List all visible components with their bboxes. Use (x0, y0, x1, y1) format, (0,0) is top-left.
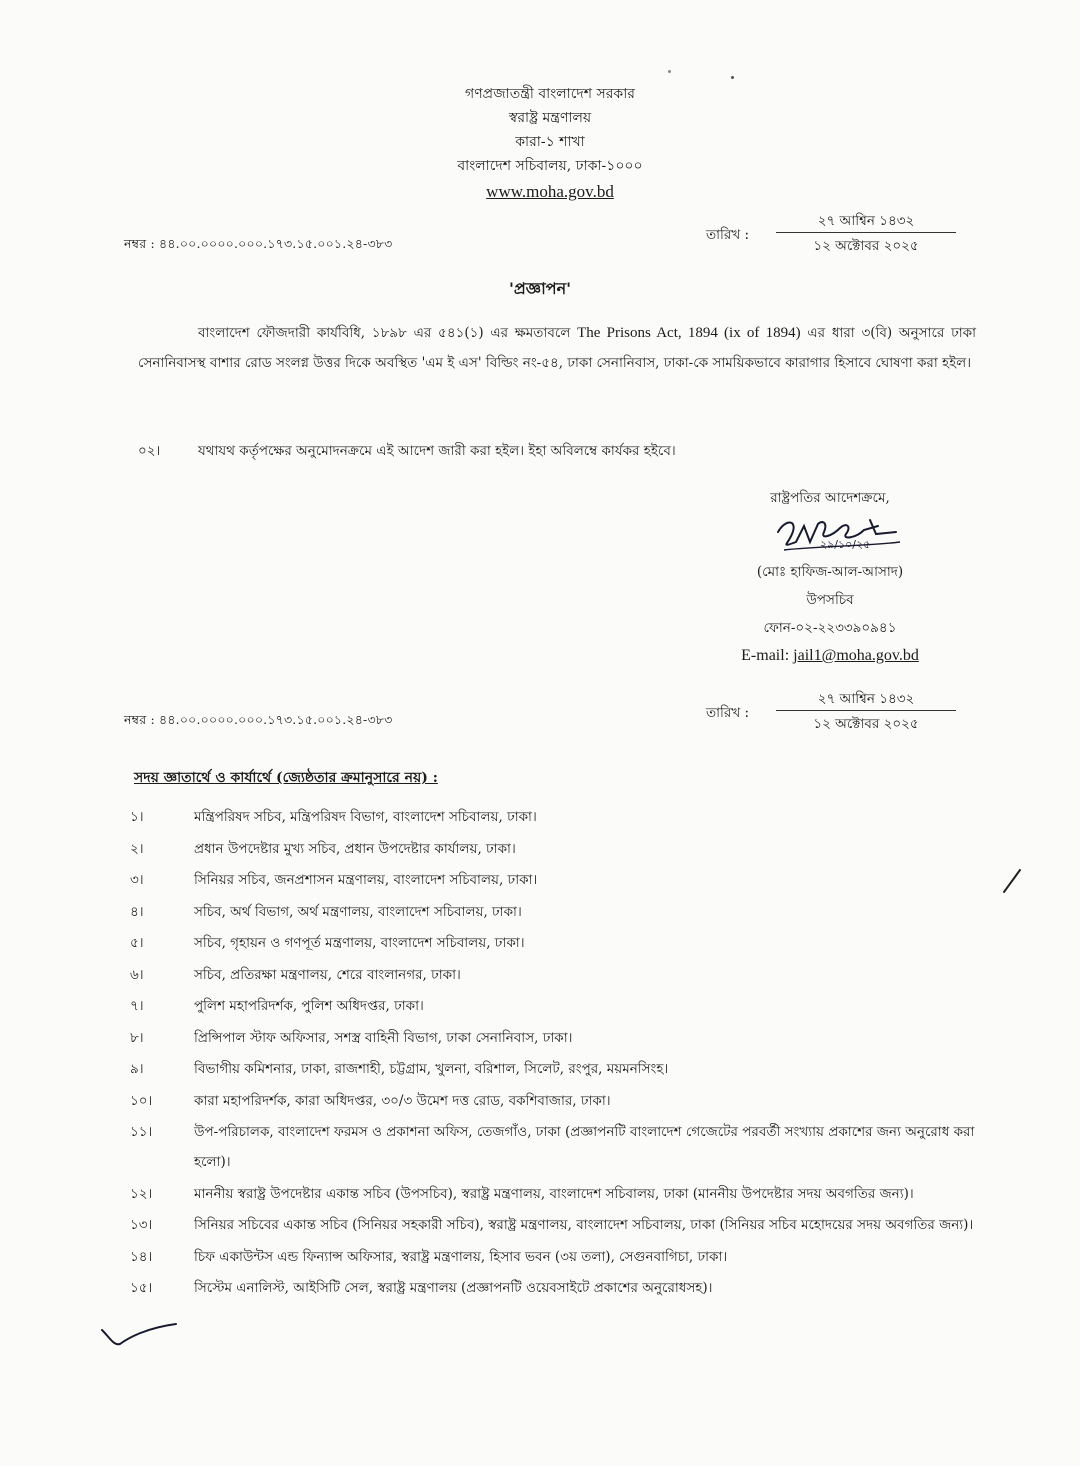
scan-speck (731, 76, 734, 79)
distribution-item (124, 991, 976, 1021)
tick-mark (98, 1316, 188, 1350)
item-text: সচিব, অর্থ বিভাগ, অর্থ মন্ত্রণালয়, বাংলাদেশ সচিবালয়, ঢাকা। (194, 903, 522, 920)
item-number: ৯। (130, 1061, 144, 1077)
item-text: পুলিশ মহাপরিদর্শক, পুলিশ অধিদপ্তর, ঢাকা। (194, 998, 424, 1014)
document-title: 'প্রজ্ঞাপন' (508, 279, 572, 298)
date-label: তারিখ : (706, 705, 750, 721)
ministry-name: স্বরাষ্ট্র মন্ত্রণালয় (508, 110, 592, 126)
distribution-item (124, 1117, 976, 1177)
distribution-item (124, 1054, 976, 1084)
date-gregorian: ১২ অক্টোবর ২০২৫ (813, 238, 919, 254)
distribution-item (124, 897, 976, 927)
clause-text: যথাযথ কর্তৃপক্ষের অনুমোদনক্রমে এই আদেশ জারী করা হইল। ইহা অবিলম্বে কার্যকর হইবে। (198, 443, 676, 459)
by-order-text: রাষ্ট্রপতির আদেশক্রমে, (770, 490, 890, 506)
notification-paragraph (138, 318, 976, 378)
item-number: ১১। (130, 1124, 153, 1140)
signature-scribble (700, 512, 960, 558)
item-number: ১০। (130, 1092, 153, 1109)
item-number: ১৩। (130, 1217, 153, 1233)
branch-name: কারা-১ শাখা (515, 134, 585, 150)
distribution-item (124, 960, 976, 990)
item-number: ৫। (130, 935, 144, 951)
distribution-item (124, 1023, 976, 1053)
memo-date-bottom (706, 688, 966, 738)
item-text: মাননীয় স্বরাষ্ট্র উপদেষ্টার একান্ত সচিব (উপসচিব), স্বরাষ্ট্র মন্ত্রণালয়, বাংলাদেশ সচিবালয়, ঢাকা (মাননীয় উপদেষ্টার সদয় অবগতির জন্য)। (194, 1185, 914, 1202)
item-number: ২। (130, 840, 144, 857)
distribution-item (124, 1086, 976, 1116)
date-gregorian: ১২ অক্টোবর ২০২৫ (813, 716, 919, 732)
date-label: তারিখ : (706, 227, 750, 243)
item-text: বিভাগীয় কমিশনার, ঢাকা, রাজশাহী, চট্টগ্রাম, খুলনা, বরিশাল, সিলেট, রংপুর, ময়মনসিংহ। (194, 1061, 669, 1077)
government-name: গণপ্রজাতন্ত্রী বাংলাদেশ সরকার (465, 86, 635, 102)
memo-number-top: নম্বর : ৪৪.০০.০০০০.০০০.১৭৩.১৫.০০১.২৪-৩৮৩ (124, 236, 393, 251)
item-number: ১। (130, 809, 144, 825)
item-text: প্রধান উপদেষ্টার মুখ্য সচিব, প্রধান উপদেষ্টার কার্যালয়, ঢাকা। (194, 840, 516, 857)
distribution-heading: সদয় জ্ঞাতার্থে ও কার্যার্থে (জ্যেষ্ঠতার ক্রমানুসারে নয়) : (134, 770, 438, 786)
item-number: ৬। (130, 966, 144, 983)
item-number: ১৫। (130, 1280, 153, 1296)
item-number: ৮। (130, 1029, 144, 1046)
item-text: সিনিয়র সচিব, জনপ্রশাসন মন্ত্রণালয়, বাংলাদেশ সচিবালয়, ঢাকা। (194, 872, 538, 888)
distribution-item (124, 928, 976, 958)
item-text: সচিব, প্রতিরক্ষা মন্ত্রণালয়, শেরে বাংলানগর, ঢাকা। (194, 966, 461, 983)
email-link[interactable]: jail1@moha.gov.bd (793, 647, 919, 664)
item-text: উপ-পরিচালক, বাংলাদেশ ফরমস ও প্রকাশনা অফিস, তেজগাঁও, ঢাকা (প্রজ্ঞাপনটি বাংলাদেশ গেজেটের পরবর্তী সংখ্যায় প্রকাশের জন্য অনুরোধ করা হলো)। (194, 1124, 975, 1170)
item-number: ৭। (130, 998, 144, 1014)
scan-speck (668, 70, 671, 73)
item-text: সচিব, গৃহায়ন ও গণপূর্ত মন্ত্রণালয়, বাংলাদেশ সচিবালয়, ঢাকা। (194, 935, 525, 951)
signatory-phone: ফোন-০২-২২৩৩৯০৯৪১ (763, 620, 897, 636)
date-divider (776, 710, 956, 711)
item-number: ৩। (130, 872, 144, 888)
date-fraction (776, 688, 956, 736)
clause-02 (138, 438, 976, 464)
distribution-item (124, 1179, 976, 1209)
date-bangla: ২৭ আশ্বিন ১৪৩২ (817, 691, 915, 707)
memo-date-top (706, 210, 966, 260)
signature-date: ২৯/১০/২৫ (820, 538, 871, 551)
pen-stroke-mark (996, 866, 1026, 896)
paragraph-text-2: এর ধারা ৩(বি) অনুসারে ঢাকা সেনানিবাসস্থ বাশার রোড সংলগ্ন উত্তর দিকে অবস্থিত 'এম ই এস' বিল্ডিং নং-৫৪, ঢাকা সেনানিবাস, ঢাকা-কে সাময়িকভাবে কারাগার হিসাবে ঘোষণা করা হইল। (138, 325, 976, 371)
office-address: বাংলাদেশ সচিবালয়, ঢাকা-১০০০ (457, 158, 643, 174)
distribution-item (124, 1242, 976, 1272)
handwritten-signature (700, 512, 960, 558)
item-text: কারা মহাপরিদর্শক, কারা অধিদপ্তর, ৩০/৩ উমেশ দত্ত রোড, বকশিবাজার, ঢাকা। (194, 1092, 611, 1109)
distribution-item (124, 1210, 976, 1240)
signature-block (700, 484, 960, 670)
paragraph-text-1: বাংলাদেশ ফৌজদারী কার্যবিধি, ১৮৯৮ এর ৫৪১(১) এর ক্ষমতাবলে (198, 325, 571, 341)
paragraph-act-name: The Prisons Act, 1894 (ix of 1894) (577, 325, 801, 341)
letterhead (330, 82, 770, 204)
date-bangla: ২৭ আশ্বিন ১৪৩২ (817, 213, 915, 229)
item-text: সিস্টেম এনালিস্ট, আইসিটি সেল, স্বরাষ্ট্র মন্ত্রণালয় (প্রজ্ঞাপনটি ওয়েবসাইটে প্রকাশের অনুরোধসহ)। (194, 1280, 713, 1296)
distribution-item (124, 802, 976, 832)
website-link[interactable]: www.moha.gov.bd (486, 182, 614, 201)
item-text: চিফ একাউন্টস এন্ড ফিন্যান্স অফিসার, স্বরাষ্ট্র মন্ত্রণালয়, হিসাব ভবন (৩য় তলা), সেগুনবাগিচা, ঢাকা। (194, 1248, 728, 1265)
item-number: ৪। (130, 903, 144, 920)
item-number: ১২। (130, 1185, 153, 1202)
distribution-item (124, 834, 976, 864)
email-label: E-mail: (741, 647, 790, 664)
signatory-email (700, 642, 960, 670)
item-text: সিনিয়র সচিবের একান্ত সচিব (সিনিয়র সহকারী সচিব), স্বরাষ্ট্র মন্ত্রণালয়, বাংলাদেশ সচিবালয়, ঢাকা (সিনিয়র সচিব মহোদয়ের সদয় অবগতির জন্য)। (194, 1217, 974, 1233)
date-fraction (776, 210, 956, 258)
memo-number-bottom: নম্বর : ৪৪.০০.০০০০.০০০.১৭৩.১৫.০০১.২৪-৩৮৩ (124, 712, 393, 727)
distribution-list (124, 802, 976, 1305)
distribution-item (124, 1273, 976, 1303)
item-text: প্রিন্সিপাল স্টাফ অফিসার, সশস্ত্র বাহিনী বিভাগ, ঢাকা সেনানিবাস, ঢাকা। (194, 1029, 573, 1046)
date-divider (776, 232, 956, 233)
signatory-designation: উপসচিব (806, 592, 854, 608)
clause-number: ০২। (138, 443, 161, 459)
signatory-name: (মোঃ হাফিজ-আল-আসাদ) (756, 564, 904, 580)
item-text: মন্ত্রিপরিষদ সচিব, মন্ত্রিপরিষদ বিভাগ, বাংলাদেশ সচিবালয়, ঢাকা। (194, 809, 537, 825)
item-number: ১৪। (130, 1248, 153, 1265)
distribution-item (124, 865, 976, 895)
